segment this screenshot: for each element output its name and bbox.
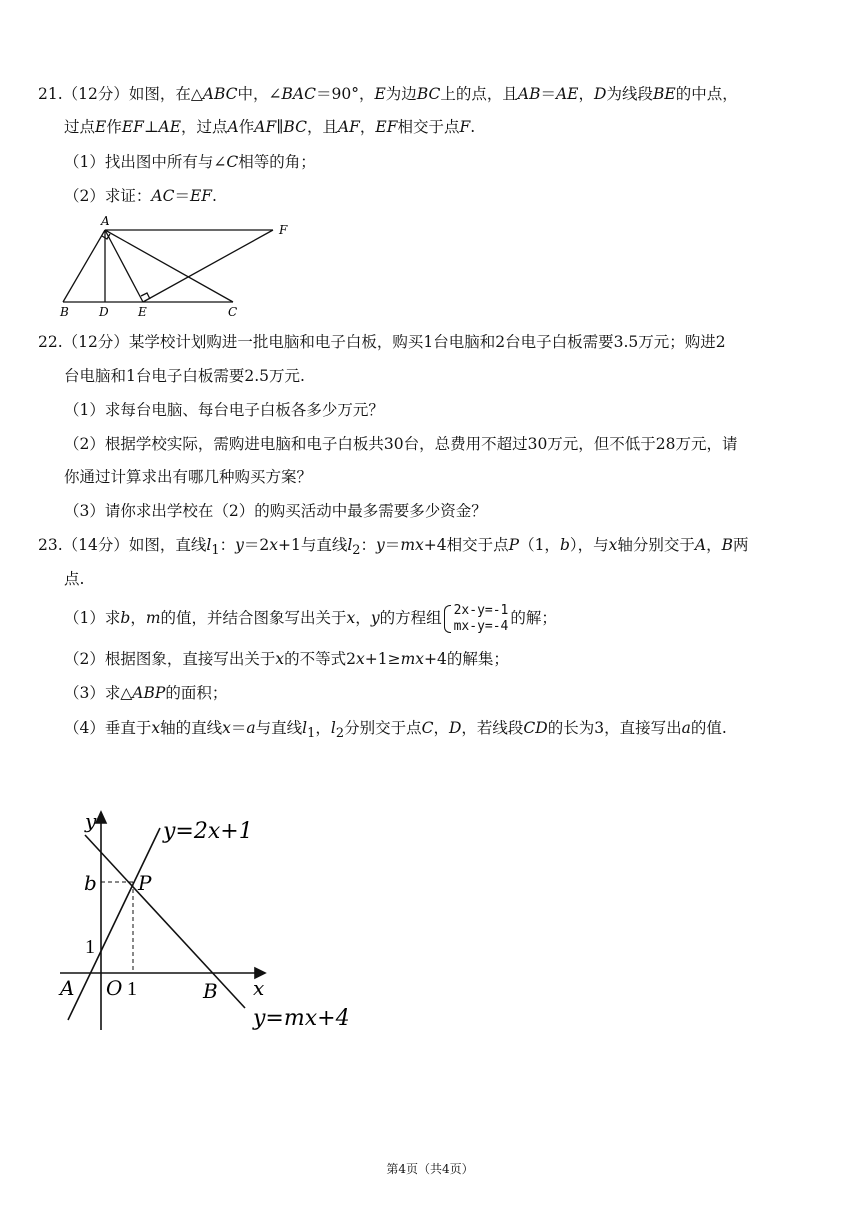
q22-line1: 22.（12分）某学校计划购进一批电脑和电子白板，购买1台电脑和2台电子白板需要3.5万元；购进2	[38, 333, 726, 351]
q23-line1: 23.（14分）如图，直线$l_1$：y＝2x+1与直线$l_2$：y＝mx+4相交于点P（1，b），与x轴分别交于A，B两	[38, 536, 749, 559]
b-label: b	[84, 871, 97, 895]
segment-ef	[143, 230, 273, 302]
l1-equation-label: y=2x+1	[163, 819, 253, 844]
right-angle-mark-e	[141, 293, 150, 299]
label-e: E	[138, 305, 147, 319]
a-label: A	[60, 976, 75, 1000]
q21-line1: 21.（12分）如图，在△ABC中，∠BAC＝90°，E为边BC上的点，且AB＝AE，D为线段BE的中点，	[38, 85, 738, 103]
q22-part2-line2: 你通过计算求出有哪几种购买方案？	[64, 468, 313, 486]
x-one-label: 1	[127, 978, 137, 1000]
q23-part4: （4）垂直于x轴的直线x＝a与直线$l_1$，$l_2$分别交于点C，D，若线段CD的长为3，直接写出a的值.	[64, 719, 727, 742]
q23-part2: （2）根据图象，直接写出关于x的不等式2x+1≥mx+4的解集；	[64, 650, 509, 668]
y-axis-arrow	[96, 812, 106, 823]
y-one-label: 1	[85, 936, 95, 958]
y-axis-label: y	[85, 809, 97, 833]
q21-line2: 过点E作EF⊥AE，过点A作AF∥BC，且AF，EF相交于点F.	[64, 118, 476, 136]
q22-part2-line1: （2）根据学校实际，需购进电脑和电子白板共30台，总费用不超过30万元，但不低于28万元，请	[64, 435, 738, 453]
q21-part1: （1）找出图中所有与∠C相等的角；	[64, 153, 316, 171]
x-axis-label: x	[253, 976, 265, 1000]
label-b: B	[60, 305, 69, 319]
b-point-label: B	[203, 979, 218, 1003]
q22-part3: （3）请你求出学校在（2）的购买活动中最多需要多少资金？	[64, 502, 487, 520]
segment-ab	[63, 230, 105, 302]
q22-part1: （1）求每台电脑、每台电子白板各多少万元？	[64, 401, 384, 419]
q23-line2: 点.	[64, 570, 85, 588]
q23-part1: （1）求b，m的值，并结合图象写出关于x，y的方程组 2x-y=-1 mx-y=-4 的解；	[64, 603, 557, 634]
line-graph-figure	[55, 800, 365, 1040]
q23-part3: （3）求△ABP的面积；	[64, 684, 228, 702]
page-footer: 第4页（共4页）	[386, 1162, 474, 1176]
origin-label: O	[106, 976, 123, 1000]
label-d: D	[99, 305, 109, 319]
p-label: P	[138, 871, 152, 895]
label-f: F	[279, 223, 288, 237]
label-c: C	[228, 305, 238, 319]
triangle-figure	[55, 214, 305, 322]
label-a: A	[101, 214, 110, 228]
l2-equation-label: y=mx+4	[253, 1006, 350, 1031]
equation-system: 2x-y=-1 mx-y=-4	[444, 603, 509, 635]
q22-line2: 台电脑和1台电子白板需要2.5万元.	[64, 367, 305, 385]
q21-part2: （2）求证：AC＝EF.	[64, 187, 217, 205]
